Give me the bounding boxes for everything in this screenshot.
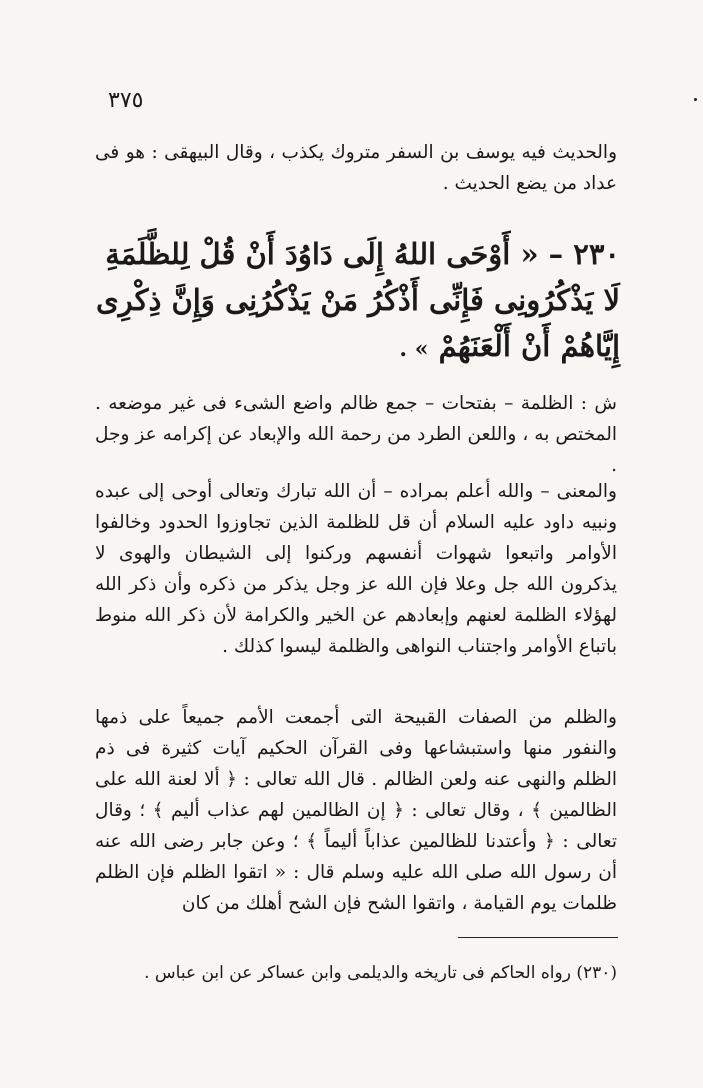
footnote-text: (٢٣٠) رواه الحاكم فى تاريخه والديلمى وابن عساكر عن ابن عباس . — [144, 963, 617, 983]
intro-paragraph — [95, 137, 617, 199]
explanation-text: ش : الظلمة – بفتحات – جمع ظالم واضع الشىء فى غير موضعه . المختص به ، واللعن الطرد من رحمة الله والإبعاد عن إكرامه عز وجل . — [95, 393, 617, 476]
page-number: ٣٧٥ — [108, 88, 144, 113]
footnote — [95, 960, 617, 986]
meaning-paragraph — [95, 476, 617, 662]
zulm-text: والظلم من الصفات القبيحة التى أجمعت الأمم جميعاً على ذمها والنفور منها واستبشاعها وفى القرآن الحكيم آيات كثيرة فى ذم الظلم والنهى عنه ولعن الظالم . قال الله تعالى : ﴿ ألا لعنة الله على الظالمين ﴾ ، وقال تعالى : ﴿ إن الظالمين لهم عذاب أليم ﴾ ؛ وقال تعالى : ﴿ وأعتدنا للظالمين عذاباً أليماً ﴾ ؛ وعن جابر رضى الله عنه أن رسول الله صلى الله عليه وسلم قال : « اتقوا الظلم فإن الظلم ظلمات يوم القيامة ، واتقوا الشح فإن الشح أهلك من كان — [95, 707, 617, 914]
meaning-text: والمعنى – والله أعلم بمراده – أن الله تبارك وتعالى أوحى إلى عبده ونبيه داود عليه السلام أن قل للظلمة الذين تجاوزوا الحدود وخالفوا الأوامر واتبعوا شهوات أنفسهم وركنوا إلى الشيطان والهوى لا يذكرون الله جل وعلا فإن الله عز وجل يذكر من ذكره وأن ذكر الله لهؤلاء الظلمة لعنهم وإبعادهم عن الخير والكرامة لأن ذكر الله منوط باتباع الأوامر واجتناب النواهى والظلمة ليسوا كذلك . — [95, 481, 617, 657]
footnote-divider — [458, 937, 618, 938]
intro-text: والحديث فيه يوسف بن السفر متروك يكذب ، وقال البيهقى : هو فى عداد من يضع الحديث . — [95, 142, 617, 194]
hadith-close: » . — [399, 336, 429, 362]
hadith-text: ٢٣٠ – « أَوْحَى اللهُ إِلَى دَاوُدَ أَنْ قُلْ لِلظَّلَمَةِ لَا يَذْكُرُونِى فَإِنِّى أَذْكُرُ مَنْ يَذْكُرُنِى وَإِنَّ ذِكْرِى إِيَّاهُمْ أَنْ أَلْعَنَهُمْ — [95, 237, 620, 363]
explanation-paragraph — [95, 388, 617, 481]
margin-dot — [694, 98, 697, 101]
hadith-230 — [90, 231, 620, 372]
zulm-paragraph — [95, 702, 617, 919]
